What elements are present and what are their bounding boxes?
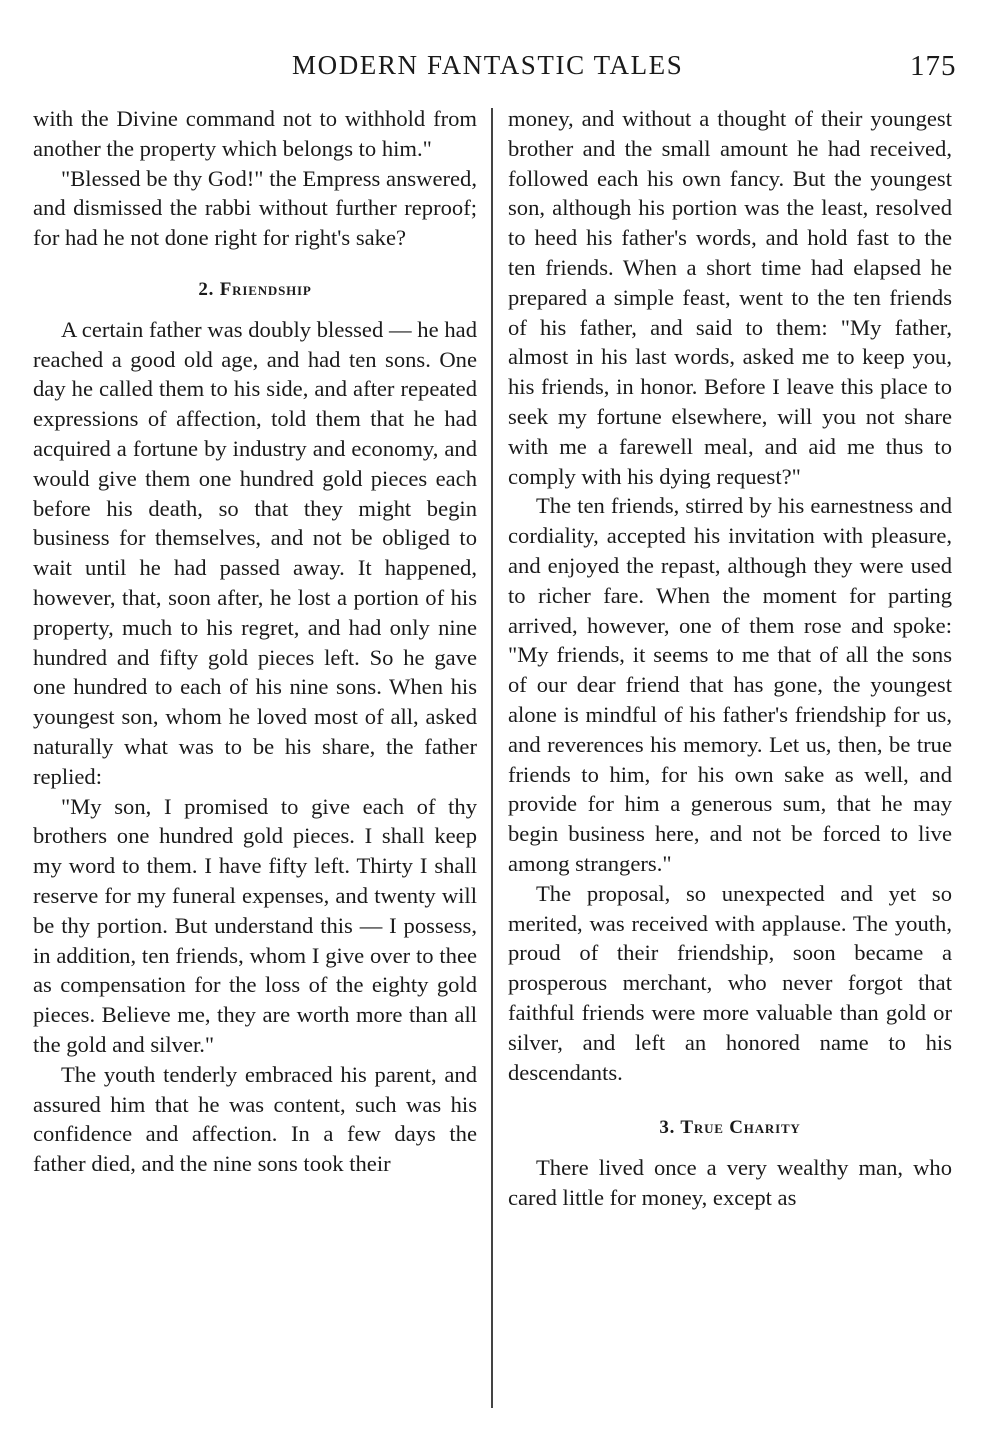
running-head [0,46,1000,86]
left-column [33,104,477,1179]
paragraph: There lived once a very wealthy man, who cared little for money, except as [508,1155,952,1210]
right-column [508,104,952,1213]
column-divider [491,108,493,1408]
paragraph: The youth tenderly embraced his parent, and assured him that he was content, such was his confidence and affection. In a few days the father died, and the nine sons took their [33,1061,477,1177]
paragraph: The proposal, so unexpected and yet so merited, was received with applause. The youth, proud of their friendship, soon became a prosperous merchant, who never forgot that faithful friends were more valuable than gold or silver, and left an honored name to his descendants. [508,880,952,1085]
paragraph: with the Divine command not to withhold from another the property which belongs to him." [33,106,477,161]
page-number: 175 [910,50,957,82]
section-heading-true-charity: 3. True Charity [659,1117,801,1139]
paragraph: The ten friends, stirred by his earnestness and cordiality, accepted his invitation with pleasure, and enjoyed the repast, although they were used to richer fare. When the moment for parting arrived, however, one of them rose and spoke: "My friends, it seems to me that of all the sons of our dear friend that has gone, the youngest alone is mindful of his father's friendship for us, and reverences his memory. Let us, then, be true friends to him, for his own sake as well, and provide for him a generous sum, that he may begin business here, and not be forced to live among strangers." [508,493,952,876]
paragraph: A certain father was doubly blessed — he had reached a good old age, and had ten sons. One day he called them to his side, and after repeated expressions of affection, told them that he had acquired a fortune by industry and economy, and would give them one hundred gold pieces each before his death, so that they might begin business for themselves, and not be obliged to wait until he had passed away. It happened, however, that, soon after, he lost a portion of his property, much to his regret, and had only nine hundred and fifty gold pieces left. So he gave one hundred to each of his nine sons. When his youngest son, whom he loved most of all, asked naturally what was to be his share, the father replied: [33,316,477,789]
section-heading-friendship: 2. Friendship [198,278,312,300]
running-title: MODERN FANTASTIC TALES [292,50,684,80]
paragraph: money, and without a thought of their youngest brother and the small amount he had received, followed each his own fancy. But the youngest son, although his portion was the least, resolved to heed his father's words, and hold fast to the ten friends. When a short time had elapsed he prepared a simple feast, went to the ten friends of his father, and said to them: "My father, almost in his last words, asked me to keep you, his friends, in honor. Before I leave this place to seek my fortune elsewhere, will you not share with me a farewell meal, and aid me thus to comply with his dying request?" [508,106,952,489]
paragraph: "Blessed be thy God!" the Empress answered, and dismissed the rabbi without further reproof; for had he not done right for right's sake? [33,165,477,251]
paragraph: "My son, I promised to give each of thy brothers one hundred gold pieces. I shall keep my word to them. I have fifty left. Thirty I shall reserve for my funeral expenses, and twenty will be thy portion. But understand this — I possess, in addition, ten friends, whom I give over to thee as compensation for the loss of the eighty gold pieces. Believe me, they are worth more than all the gold and silver." [33,793,477,1057]
